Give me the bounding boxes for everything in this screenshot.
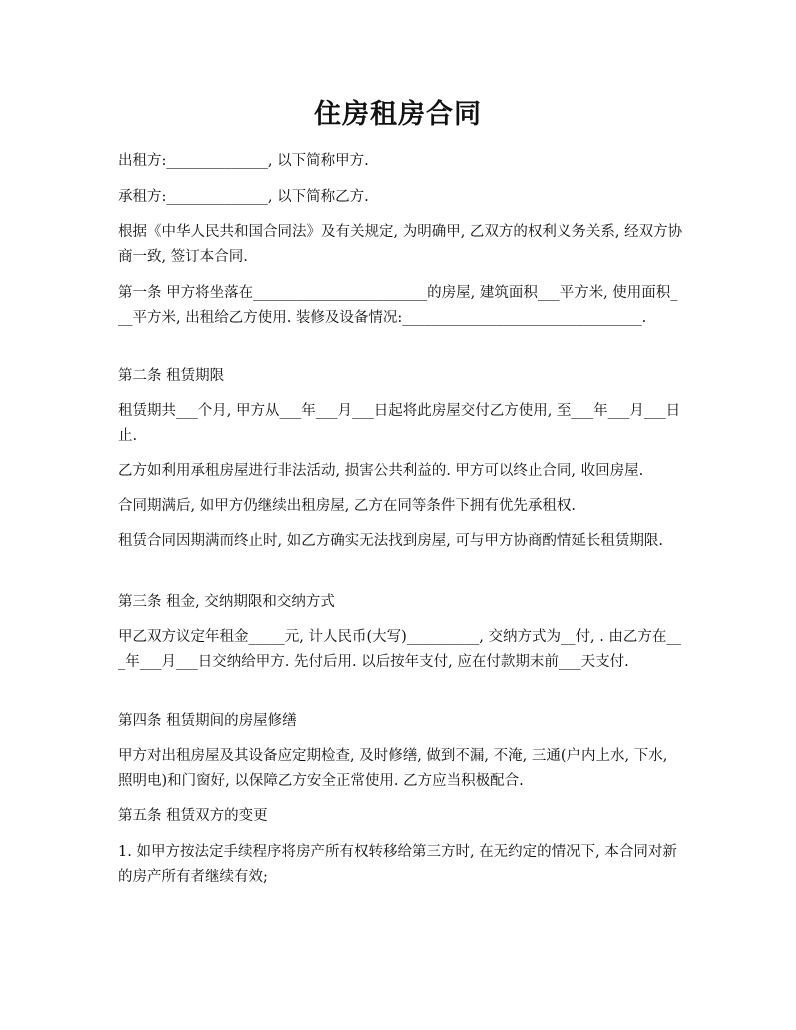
illegal-use-paragraph: 乙方如利用承租房屋进行非法活动, 损害公共利益的. 甲方可以终止合同, 收回房屋.: [118, 463, 644, 479]
party-b-line: 承租方:______________, 以下简称乙方.: [118, 189, 369, 205]
article-5-heading: 第五条 租赁双方的变更: [118, 808, 268, 824]
article-4-heading: 第四条 租赁期间的房屋修缮: [118, 713, 297, 729]
article-3-heading: 第三条 租金, 交纳期限和交纳方式: [118, 594, 335, 610]
lease-term-paragraph: 租赁期共___个月, 甲方从___年___月___日起将此房屋交付乙方使用, 至___年___月___日止.: [118, 403, 681, 444]
rent-payment-paragraph: 甲乙双方议定年租金_____元, 计人民币(大写)__________, 交纳方式为__付, . 由乙方在___年___月___日交纳给甲方. 先付后用. 以后按年支付, 应在付款期末前___天支付.: [118, 629, 681, 670]
renewal-priority-paragraph: 合同期满后, 如甲方仍继续出租房屋, 乙方在同等条件下拥有优先承租权.: [118, 498, 577, 514]
preamble-paragraph: 根据《中华人民共和国合同法》及有关规定, 为明确甲, 乙双方的权利义务关系, 经双方协商一致, 签订本合同.: [118, 224, 683, 265]
article-1-paragraph: 第一条 甲方将坐落在________________________的房屋, 建筑面积___平方米, 使用面积___平方米, 出租给乙方使用. 装修及设备情况:_________________________________.: [118, 285, 678, 326]
repair-paragraph: 甲方对出租房屋及其设备应定期检查, 及时修缮, 做到不漏, 不淹, 三通(户内上水, 下水, 照明电)和门窗好, 以保障乙方安全正常使用. 乙方应当积极配合.: [118, 748, 668, 789]
document-title: 住房租房合同: [314, 99, 482, 130]
article-2-heading: 第二条 租赁期限: [118, 368, 225, 384]
party-a-line: 出租方:______________, 以下简称甲方.: [118, 153, 369, 169]
extension-paragraph: 租赁合同因期满而终止时, 如乙方确实无法找到房屋, 可与甲方协商酌情延长租赁期限.: [118, 533, 664, 549]
ownership-transfer-paragraph: 1. 如甲方按法定手续程序将房产所有权转移给第三方时, 在无约定的情况下, 本合同对新的房产所有者继续有效;: [118, 844, 677, 885]
